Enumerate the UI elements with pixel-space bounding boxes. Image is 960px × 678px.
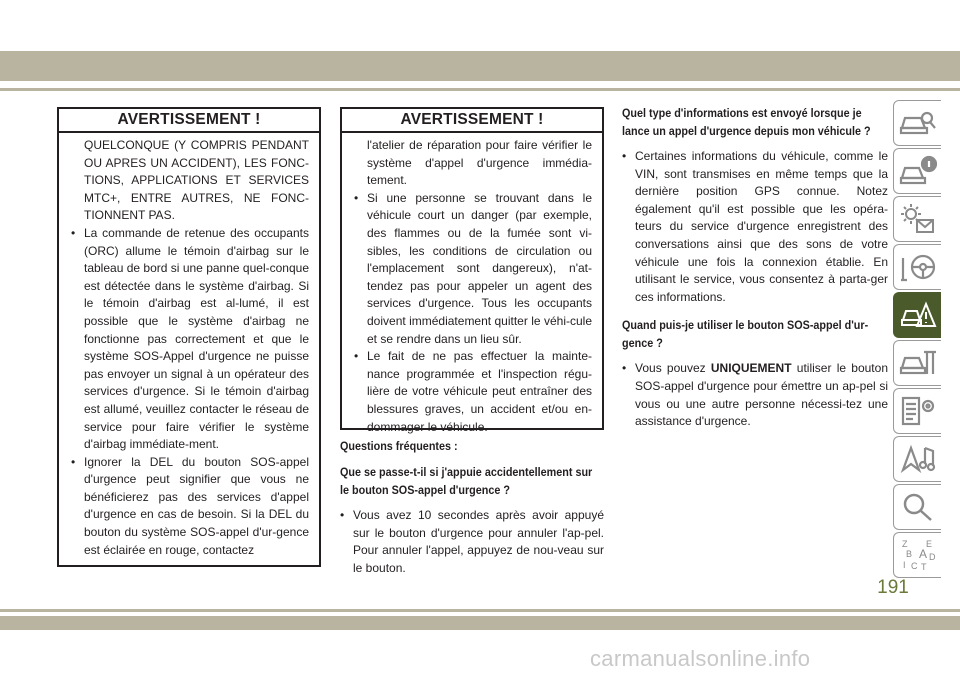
tab-search[interactable]: [893, 484, 941, 530]
faq-answer: [622, 360, 888, 430]
car-wrench-icon: [899, 346, 937, 380]
index-letter: B: [905, 549, 912, 559]
top-rule: [0, 88, 960, 91]
warning-title: AVERTISSEMENT !: [342, 109, 602, 133]
warning-intro: QUELCONQUE (Y COMPRIS PENDANT OU APRES UN ACCIDENT), LES FONC-TIONS, APPLICATIONS ET SERVICES MTC+, ENTRE AUTRES, NE FONC-TIONNENT PAS.: [84, 138, 309, 223]
warning-lights-icon: [899, 202, 937, 236]
faq-column-3: [622, 104, 888, 441]
index-letter: E: [925, 539, 932, 549]
tab-airbag-steering[interactable]: [893, 244, 941, 290]
page-number: 191: [877, 577, 909, 598]
warning-box-2: [340, 107, 604, 434]
alphabet-index-icon: [899, 538, 937, 572]
document-gear-icon: [899, 394, 937, 428]
answer-text: Vous pouvez: [635, 361, 711, 376]
warning-title: AVERTISSEMENT !: [59, 109, 319, 133]
chapter-tabs: [893, 100, 949, 580]
tab-car-info[interactable]: [893, 148, 941, 194]
airbag-steering-icon: [899, 250, 937, 284]
faq-question: Quel type d'informations est envoyé lorsque je lance un appel d'urgence depuis mon véhicule ?: [622, 106, 871, 138]
emergency-car-icon: [899, 298, 937, 332]
watermark-text: carmanualsonline.info: [590, 646, 811, 671]
answer-emphasis: UNIQUEMENT: [710, 361, 792, 376]
tab-navigation-media[interactable]: [893, 436, 941, 482]
answer-text: utiliser le bouton SOS-appel d'urgence pour émettre un ap-pel si vous ou une autre personne nécessi-tez une assistance d'urgence.: [635, 361, 888, 429]
top-header-band: [0, 51, 960, 81]
bottom-footer-band: [0, 616, 960, 630]
index-letter: I: [902, 560, 906, 570]
index-letter: Z: [901, 539, 907, 549]
bottom-rule: [0, 609, 960, 612]
tab-document-gear[interactable]: [893, 388, 941, 434]
index-letter: C: [910, 561, 917, 571]
car-info-icon: [899, 154, 937, 188]
warning-intro: l'atelier de réparation pour faire vérifier le système d'appel d'urgence immédia-tement.: [367, 138, 592, 188]
tab-emergency[interactable]: [893, 292, 941, 338]
index-letter: D: [928, 552, 935, 562]
warning-bullet: • Le fait de ne pas effectuer la mainte-nance programmée et l'inspection régu-lière de votre véhicule peut entraîner des blessures graves, un accident et/ou en-dommager le véhicule.: [354, 348, 592, 436]
faq-answer: • Certaines informations du véhicule, comme le VIN, sont transmises en même temps que la dernière position GPS connue. Notez également qu'il est possible que les opéra-teurs du service d'urgence enregistrent des conversations ainsi que des sons de votre véhicule une fois la connexion établie. En utilisant le service, vous consentez à parta-ger ces informations.: [622, 148, 888, 306]
warning-bullet: • Si une personne se trouvant dans le véhicule court un danger (par exemple, des flammes ou de la fumée sont vi-sibles, les conditions de circulation ou l'emplacement sont dangereux), n'at-tendez pas pour appeler un agent des services d'urgence. Tous les occupants doivent immédiatement quitter le véhi-cule et se rendre dans un lieu sûr.: [354, 190, 592, 348]
index-letter: A: [918, 547, 927, 561]
navigation-media-icon: [899, 442, 937, 476]
magnifier-icon: [899, 490, 937, 524]
faq-heading: Questions fréquentes :: [340, 439, 458, 453]
faq-answer: • Vous avez 10 secondes après avoir appuyé sur le bouton d'urgence pour annuler l'ap-pel. Pour annuler l'appel, appuyez de nou-veau sur le bouton.: [340, 507, 604, 577]
faq-column-2: [340, 437, 604, 587]
tab-index[interactable]: [893, 532, 941, 578]
warning-bullet: • Ignorer la DEL du bouton SOS-appel d'urgence peut signifier que vous ne bénéficierez pas des services d'appel d'urgence en cas de besoin. Si la DEL du bouton du système SOS-appel d'ur-gence est éclairée en rouge, contactez: [71, 454, 309, 560]
index-letter: T: [920, 562, 926, 572]
warning-bullet: • La commande de retenue des occupants (ORC) allume le témoin d'airbag sur le tableau de bord si une panne quel-conque est détectée dans le système d'airbag. Si le témoin d'airbag est al-lumé, il est possible que le système d'airbag ne fonctionne pas correctement et que le système SOS-Appel d'urgence ne puisse pas envoyer un signal à un opérateur des services d'urgence. Si le témoin d'airbag est allumé, veuillez contacter le réseau de service pour faire vérifier le système d'airbag immédiate-ment.: [71, 225, 309, 454]
tab-car-wrench[interactable]: [893, 340, 941, 386]
faq-question: Que se passe-t-il si j'appuie accidentellement sur le bouton SOS-appel d'urgence ?: [340, 465, 593, 497]
car-search-icon: [899, 106, 937, 140]
tab-warning-lights[interactable]: [893, 196, 941, 242]
warning-box-1: [57, 107, 321, 567]
faq-question: Quand puis-je utiliser le bouton SOS-appel d'ur-gence ?: [622, 318, 869, 351]
tab-car-search[interactable]: [893, 100, 941, 146]
